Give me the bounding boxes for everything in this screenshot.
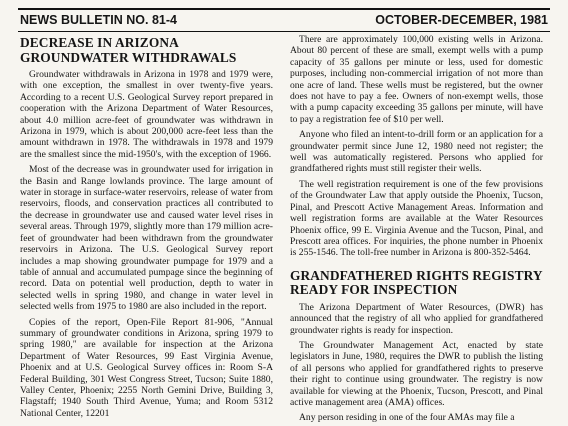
article-title-grandfathered-rights: GRANDFATHERED RIGHTS REGISTRY READY FOR INSPECTION	[290, 267, 543, 298]
bulletin-date: OCTOBER-DECEMBER, 1981	[375, 13, 548, 27]
bulletin-number: NEWS BULLETIN NO. 81-4	[20, 13, 177, 27]
article-paragraph: Any person residing in one of the four AMAs may file a	[299, 412, 515, 424]
right-column	[290, 34, 543, 426]
left-column	[20, 34, 273, 426]
masthead	[18, 8, 550, 32]
article-paragraph: The Groundwater Management Act, enacted by state legislators in June, 1980, requires the DWR to publish the listing of all persons who applied for grandfathered rights to preserve their right to continue using groundwater. The registry is now available for viewing at the Phoenix, Tucson, Prescott, and Pinal active management area (AMA) offices.	[290, 339, 543, 408]
article-title-groundwater-withdrawals: DECREASE IN ARIZONA GROUNDWATER WITHDRAWALS	[20, 35, 237, 65]
article-paragraph: Most of the decrease was in groundwater used for irrigation in the Basin and Range lowlands province. The large amount of water in storage in surface-water reservoirs, release of water from reservoirs, floods, and conservation practices all contributed to the decrease in groundwater use and caused water level rises in several areas. Through 1979, slightly more than 179 million acre-feet of groundwater had been withdrawn from the groundwater reservoirs in Arizona. The U.S. Geological Survey report includes a map showing groundwater pumpage for 1979 and a table of annual and accumulated pumpage since the beginning of record. Data on potential well production, depth to water in selected wells in spring 1980, and change in water level in selected wells from 1975 to 1980 are also included in the report.	[20, 164, 273, 313]
article-paragraph: Copies of the report, Open-File Report 81-906, "Annual summary of groundwater conditions in Arizona, spring 1979 to spring 1980," are available for inspection at the Arizona Department of Water Resources, 99 East Virginia Avenue, Phoenix and at U.S. Geological Survey offices in: Room S-A Federal Building, 301 West Congress Street, Tucson; Suite 1880, Valley Center, Phoenix; 2255 North Gemini Drive, Building 3, Flagstaff; 1940 South Third Avenue, Yuma; and Room 5312 National Center, 12201	[20, 316, 273, 419]
article-paragraph: Anyone who filed an intent-to-drill form or an application for a groundwater permit since June 12, 1980 need not register; the well was automatically registered. Persons who applied for grandfathered rights must still register their wells.	[290, 129, 543, 175]
article-paragraph: There are approximately 100,000 existing wells in Arizona. About 80 percent of these are small, exempt wells with a pump capacity of 35 gallons per minute or less, used for domestic purposes, including non-commercial irrigation of not more than one acre of land. These wells must be registered, but the owner does not have to pay a fee. Owners of non-exempt wells, those with a pump capacity exceeding 35 gallons per minute, will have to pay a registration fee of $10 per well.	[290, 34, 543, 125]
article-paragraph: The well registration requirement is one of the few provisions of the Groundwater Law that apply outside the Phoenix, Tucson, Pinal, and Prescott Active Management Areas. Information and well registration forms are available at the Water Resources Phoenix office, 99 E. Virginia Avenue and the Tucson, Pinal, and Prescott area offices. For inquiries, the phone number in Phoenix is 255-1546. The toll-free number in Arizona is 800-352-5464.	[290, 178, 543, 259]
article-paragraph: The Arizona Department of Water Resources, (DWR) has announced that the registry of all who applied for grandfathered groundwater rights is ready for inspection.	[290, 301, 543, 336]
article-paragraph: Groundwater withdrawals in Arizona in 1978 and 1979 were, with one exception, the smallest in over twenty-five years. According to a recent U.S. Geological Survey report prepared in cooperation with the Arizona Department of Water Resources, about 4.0 million acre-feet of groundwater was withdrawn in Arizona in 1979, which is about 200,000 acre-feet less than the amount withdrawn in 1978. The withdrawals in 1978 and 1979 are the smallest since the mid-1950's, with the exception of 1966.	[20, 69, 273, 160]
